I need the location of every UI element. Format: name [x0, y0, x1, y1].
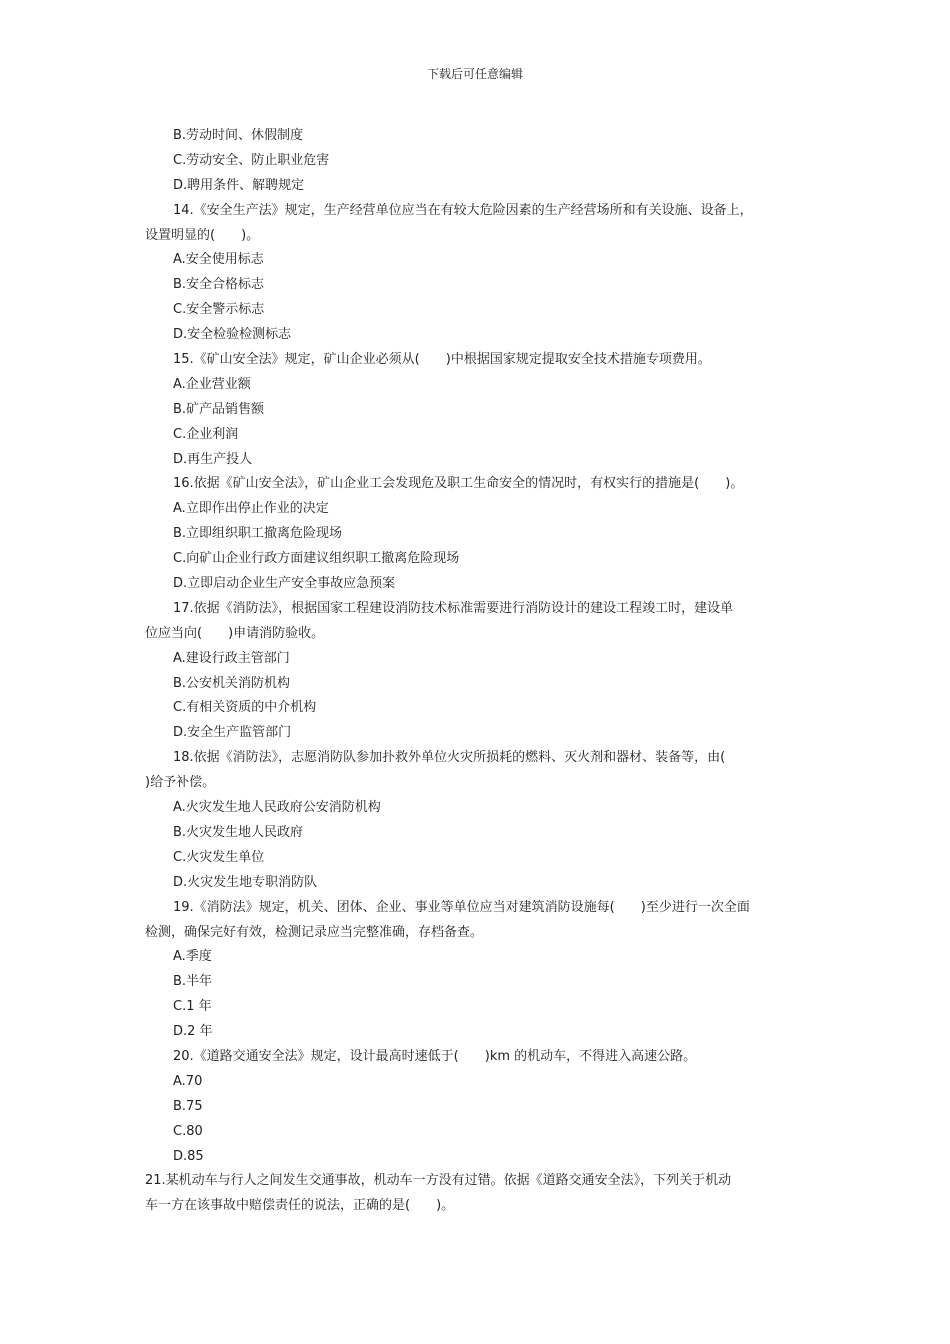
- question-text: 19.《消防法》规定，机关、团体、企业、事业等单位应当对建筑消防设施每( )至少进行一次全面: [173, 899, 750, 915]
- answer-option: D.安全生产监管部门: [173, 725, 292, 741]
- answer-option: B.安全合格标志: [173, 277, 265, 293]
- answer-option: B.立即组织职工撤离危险现场: [173, 526, 343, 542]
- answer-option: B.矿产品销售额: [173, 401, 265, 417]
- answer-option: A.季度: [173, 949, 212, 965]
- answer-option: B.劳动时间、休假制度: [173, 128, 304, 143]
- answer-option: A.安全使用标志: [173, 252, 264, 268]
- question-text-continued: 设置明显的( )。: [145, 227, 260, 243]
- answer-option: C.企业利润: [173, 426, 239, 442]
- answer-option: C.1 年: [173, 999, 212, 1015]
- answer-option: C.向矿山企业行政方面建议组织职工撤离危险现场: [173, 551, 460, 567]
- answer-option: C.有相关资质的中介机构: [173, 700, 317, 716]
- question-text: 17.依据《消防法》，根据国家工程建设消防技术标准需要进行消防设计的建设工程竣工时，建设单: [173, 600, 734, 616]
- question-text: 15.《矿山安全法》规定，矿山企业必须从( )中根据国家规定提取安全技术措施专项费用。: [173, 352, 711, 368]
- answer-option: B.75: [173, 1098, 203, 1114]
- answer-option: A.建设行政主管部门: [173, 650, 290, 666]
- question-text-continued: 位应当向( )申请消防验收。: [145, 625, 325, 641]
- question-text-continued: 检测，确保完好有效，检测记录应当完整准确，存档备查。: [145, 924, 484, 940]
- answer-option: D.立即启动企业生产安全事故应急预案: [173, 576, 396, 592]
- answer-option: C.火灾发生单位: [173, 849, 265, 865]
- question-text: 20.《道路交通安全法》规定，设计最高时速低于( )km 的机动车，不得进入高速公路。: [173, 1048, 697, 1064]
- question-text: 14.《安全生产法》规定，生产经营单位应当在有较大危险因素的生产经营场所和有关设施、设备上，: [173, 202, 753, 218]
- answer-option: B.公安机关消防机构: [173, 675, 291, 691]
- answer-option: D.安全检验检测标志: [173, 327, 292, 343]
- answer-option: A.70: [173, 1073, 203, 1089]
- question-text-continued: )给予补偿。: [145, 775, 216, 791]
- document-body: [145, 124, 810, 1219]
- answer-option: A.立即作出停止作业的决定: [173, 501, 329, 517]
- answer-option: A.火灾发生地人民政府公安消防机构: [173, 800, 381, 816]
- question-text-continued: 车一方在该事故中赔偿责任的说法，正确的是( )。: [145, 1198, 455, 1214]
- answer-option: A.企业营业额: [173, 376, 251, 392]
- answer-option: C.安全警示标志: [173, 302, 265, 318]
- answer-option: D.2 年: [173, 1024, 213, 1040]
- answer-option: D.火灾发生地专职消防队: [173, 874, 318, 890]
- question-text: 21.某机动车与行人之间发生交通事故，机动车一方没有过错。依据《道路交通安全法》，下列关于机动: [145, 1173, 732, 1189]
- answer-option: D.再生产投人: [173, 451, 253, 467]
- answer-option: C.80: [173, 1123, 203, 1139]
- header-title: 下载后可任意编辑: [426, 67, 523, 81]
- question-text: 18.依据《消防法》，志愿消防队参加扑救外单位火灾所损耗的燃料、灭火剂和器材、装备等，由(: [173, 750, 726, 766]
- answer-option: B.火灾发生地人民政府: [173, 824, 304, 840]
- question-text: 16.依据《矿山安全法》，矿山企业工会发现危及职工生命安全的情况时，有权实行的措施是( )。: [173, 476, 744, 492]
- answer-option: C.劳动安全、防止职业危害: [173, 152, 330, 168]
- answer-option: B.半年: [173, 974, 213, 990]
- answer-option: D.85: [173, 1148, 204, 1164]
- answer-option: D.聘用条件、解聘规定: [173, 177, 305, 193]
- page-header: [0, 66, 950, 82]
